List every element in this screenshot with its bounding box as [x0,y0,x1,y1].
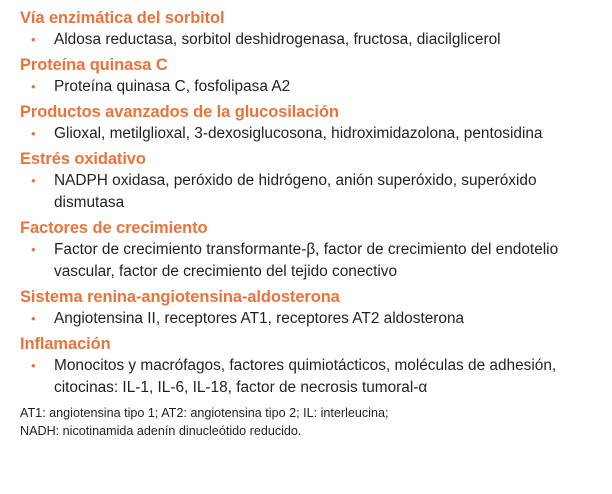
item-list [20,76,598,98]
section-growth-factors [20,218,598,283]
list-item [20,355,598,399]
footnote [20,405,598,440]
bullet-icon: • [31,311,36,326]
bullet-icon: • [31,126,36,141]
bullet-icon: • [31,242,36,257]
section-heading: Proteína quinasa C [20,56,168,74]
item-text: Aldosa reductasa, sorbitol deshidrogenasa, fructosa, diacilglicerol [54,31,501,48]
item-text: NADPH oxidasa, peróxido de hidrógeno, anión superóxido, superóxido dismutasa [54,172,537,211]
footnote-line: AT1: angiotensina tipo 1; AT2: angiotensina tipo 2; IL: interleucina; [20,406,389,420]
section-heading: Factores de crecimiento [20,219,208,237]
section-inflammation [20,334,598,399]
bullet-icon: • [31,358,36,373]
list-item [20,308,598,330]
item-text: Monocitos y macrófagos, factores quimiotácticos, moléculas de adhesión, citocinas: IL-1, IL-6, IL-18, factor de necrosis tumoral-α [54,357,557,396]
section-heading: Sistema renina-angiotensina-aldosterona [20,288,340,306]
section-sorbitol [20,8,598,51]
item-list [20,239,598,283]
section-protein-kinase-c [20,55,598,98]
item-list [20,123,598,145]
list-item [20,29,598,51]
item-list [20,355,598,399]
item-text: Factor de crecimiento transformante-β, factor de crecimiento del endotelio vascular, factor de crecimiento del tejido conectivo [54,241,559,280]
footnote-line: NADH: nicotinamida adenín dinucleótido reducido. [20,423,302,438]
item-list [20,170,598,214]
section-oxidative-stress [20,149,598,214]
section-heading: Estrés oxidativo [20,150,146,168]
section-heading: Productos avanzados de la glucosilación [20,103,339,121]
item-text: Proteína quinasa C, fosfolipasa A2 [54,78,291,95]
bullet-icon: • [31,32,36,47]
item-text: Glioxal, metilglioxal, 3-dexosiglucosona, hidroximidazolona, pentosidina [54,125,543,142]
list-item [20,123,598,145]
section-heading: Vía enzimática del sorbitol [20,9,225,27]
item-list [20,29,598,51]
section-renin-angiotensin [20,287,598,330]
list-item [20,76,598,98]
bullet-icon: • [31,173,36,188]
bullet-icon: • [31,79,36,94]
list-item [20,239,598,283]
section-heading: Inflamación [20,335,111,353]
item-list [20,308,598,330]
list-item [20,170,598,214]
item-text: Angiotensina II, receptores AT1, receptores AT2 aldosterona [54,310,465,327]
section-advanced-glycation [20,102,598,145]
